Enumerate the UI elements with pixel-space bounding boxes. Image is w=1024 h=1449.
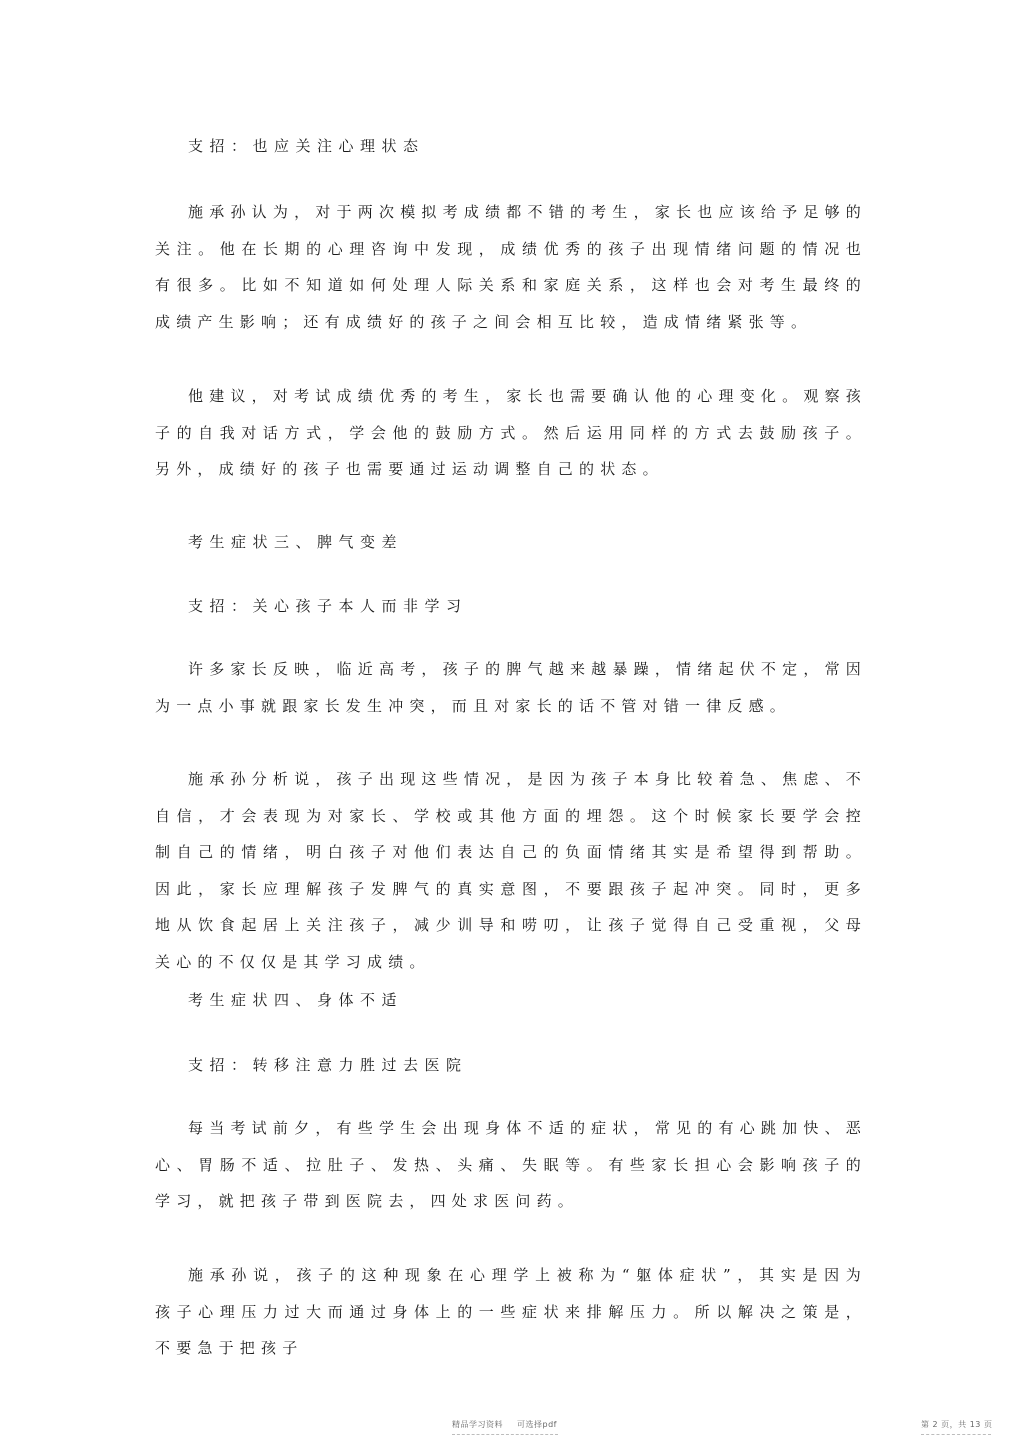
section-heading-attention-mental-state: 支招：也应关注心理状态 bbox=[188, 137, 425, 155]
paragraph-somatic-symptoms: 施承孙说，孩子的这种现象在心理学上被称为“躯体症状”，其实是因为孩子心理压力过大而通过身体上的一些症状来排解压力。所以解决之策是，不要急于把孩子 bbox=[155, 1266, 867, 1357]
section-heading-symptom-three: 考生症状三、脾气变差 bbox=[188, 533, 404, 551]
paragraph-temper-complaints: 许多家长反映，临近高考，孩子的脾气越来越暴躁，情绪起伏不定，常因为一点小事就跟家长发生冲突，而且对家长的话不管对错一律反感。 bbox=[155, 660, 867, 715]
footer-page-number: 第 2 页，共 13 页 bbox=[921, 1420, 993, 1429]
footer-label-pdf: 可选择pdf bbox=[517, 1420, 557, 1429]
footer-label-study-material: 精品学习资料 bbox=[452, 1420, 503, 1429]
section-heading-care-child-not-study: 支招：关心孩子本人而非学习 bbox=[188, 597, 468, 615]
footer-dashed-underline bbox=[452, 1434, 558, 1435]
paragraph-excellent-students-attention: 施承孙认为，对于两次模拟考成绩都不错的考生，家长也应该给予足够的关注。他在长期的心理咨询中发现，成绩优秀的孩子出现情绪问题的情况也有很多。比如不知道如何处理人际关系和家庭关系，这样也会对考生最终的成绩产生影响；还有成绩好的孩子之间会相互比较，造成情绪紧张等。 bbox=[155, 203, 867, 331]
section-heading-divert-attention: 支招：转移注意力胜过去医院 bbox=[188, 1056, 468, 1074]
paragraph-physical-discomfort: 每当考试前夕，有些学生会出现身体不适的症状，常见的有心跳加快、恶心、胃肠不适、拉肚子、发热、头痛、失眠等。有些家长担心会影响孩子的学习，就把孩子带到医院去，四处求医问药。 bbox=[155, 1119, 867, 1210]
paragraph-temper-analysis: 施承孙分析说，孩子出现这些情况，是因为孩子本身比较着急、焦虑、不自信，才会表现为对家长、学校或其他方面的埋怨。这个时候家长要学会控制自己的情绪，明白孩子对他们表达自己的负面情绪其实是希望得到帮助。因此，家长应理解孩子发脾气的真实意图，不要跟孩子起冲突。同时，更多地从饮食起居上关注孩子，减少训导和唠叨，让孩子觉得自己受重视，父母关心的不仅仅是其学习成绩。 bbox=[155, 770, 867, 971]
footer-watermark bbox=[452, 1419, 557, 1430]
paragraph-suggestion-self-dialogue: 他建议，对考试成绩优秀的考生，家长也需要确认他的心理变化。观察孩子的自我对话方式，学会他的鼓励方式。然后运用同样的方式去鼓励孩子。另外，成绩好的孩子也需要通过运动调整自己的状态。 bbox=[155, 387, 867, 478]
footer-page-dashed-underline bbox=[921, 1434, 991, 1435]
section-heading-symptom-four: 考生症状四、身体不适 bbox=[188, 991, 404, 1009]
